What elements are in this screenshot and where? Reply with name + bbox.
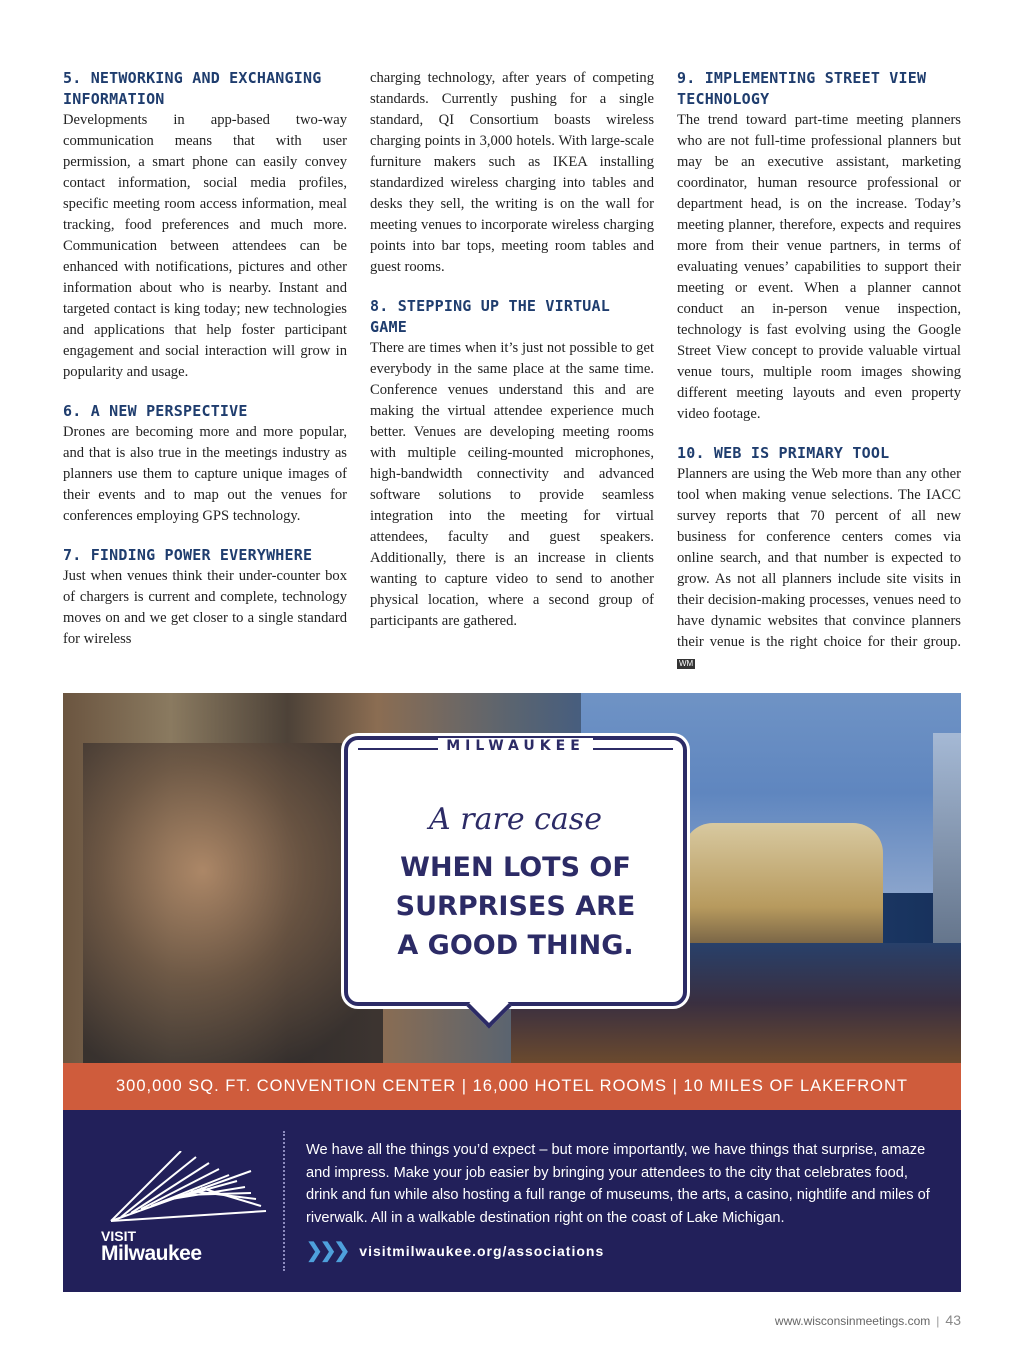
logo-visit-text: VISIT bbox=[101, 1228, 137, 1244]
section-6 bbox=[63, 401, 347, 527]
speech-bubble bbox=[344, 736, 687, 1006]
stats-bar: 300,000 SQ. FT. CONVENTION CENTER | 16,000 HOTEL ROOMS | 10 MILES OF LAKEFRONT bbox=[63, 1063, 961, 1110]
art-museum-wing-icon bbox=[101, 1151, 271, 1231]
section-7-continued bbox=[370, 68, 654, 278]
article-column-3 bbox=[677, 68, 961, 692]
chevrons-right-icon: ❯❯❯ bbox=[306, 1240, 348, 1262]
visit-milwaukee-logo[interactable] bbox=[101, 1151, 271, 1265]
ad-link-text[interactable]: visitmilwaukee.org/associations bbox=[359, 1242, 605, 1259]
article-column-2 bbox=[370, 68, 654, 650]
attendees-photo bbox=[83, 743, 383, 1063]
section-heading: 8. STEPPING UP THE VIRTUAL GAME bbox=[370, 297, 610, 336]
section-heading: 6. A NEW PERSPECTIVE bbox=[63, 402, 248, 420]
section-body: The trend toward part-time meeting planners who are not full-time professional planners but may be an executive assistant, marketing coordinator, human resource professional or department head, is on the increase. Today’s meeting planner, therefore, expects and requires more from their venue partners, in terms of evaluating venues’ capabilities to support their meeting or event. When a planner cannot conduct an in-person venue inspection, technology is fast evolving using the Google Street View concept to provide valuable virtual venue tours, multiple room images showing different meeting layouts and even property video footage. bbox=[677, 112, 961, 422]
dotted-divider bbox=[283, 1131, 285, 1271]
section-heading: 5. NETWORKING AND EXCHANGING INFORMATION bbox=[63, 69, 322, 108]
section-body: Drones are becoming more and more popular, and that is also true in the meetings industry as planners use them to capture unique images of their events and to map out the venues for conferences employing GPS technology. bbox=[63, 424, 347, 524]
section-body: There are times when it’s just not possible to get everybody in the same place at the same time. Conference venues understand this and are making the virtual attendee experience much better. Venues are developing meeting rooms with multiple ceiling-mounted microphones, high-bandwidth connectivity and advanced software solutions to provide seamless integration into the meeting for virtual attendees, faculty and guest speakers. Additionally, there is an increase in clients wanting to capture video to send to another physical location, where a second group of participants are gathered. bbox=[370, 340, 654, 629]
section-heading: 10. WEB IS PRIMARY TOOL bbox=[677, 444, 890, 462]
convention-building bbox=[683, 823, 883, 963]
page-number: 43 bbox=[945, 1312, 961, 1328]
section-heading: 7. FINDING POWER EVERYWHERE bbox=[63, 546, 313, 564]
visit-milwaukee-ad[interactable] bbox=[63, 693, 961, 1292]
footer-separator: | bbox=[936, 1314, 940, 1328]
section-7 bbox=[63, 545, 347, 650]
ad-photo bbox=[63, 693, 961, 1063]
logo-city-text: Milwaukee bbox=[101, 1242, 202, 1265]
section-8 bbox=[370, 296, 654, 632]
section-5 bbox=[63, 68, 347, 383]
city-label: MILWAUKEE bbox=[348, 738, 683, 754]
section-body bbox=[677, 464, 961, 674]
section-body: Just when venues think their under-counter box of chargers is current and complete, technology moves on and we get closer to a single standard for wireless bbox=[63, 568, 347, 647]
section-body: charging technology, after years of competing standards. Currently pushing for a single standard, QI Consortium boasts wireless charging points in 3,000 hotels. With large-scale furniture makers such as IKEA installing standardized wireless charging into tables and desks they sell, the writing is on the wall for meeting venues to incorporate wireless charging points into bar tops, meeting room tables and guest rooms. bbox=[370, 70, 654, 275]
tower bbox=[933, 733, 961, 963]
section-heading: 9. IMPLEMENTING STREET VIEW TECHNOLOGY bbox=[677, 69, 927, 108]
footer-url[interactable]: www.wisconsinmeetings.com bbox=[774, 1314, 931, 1328]
tagline-line-2: SURPRISES ARE bbox=[395, 891, 636, 922]
article-column-1 bbox=[63, 68, 347, 668]
section-body: Developments in app-based two-way communication means that with user permission, a smart phone can easily convey contact information, social media profiles, specific meeting room access information, meal tracking, food preferences and much more. Communication between attendees can be enhanced with notifications, pictures and other information about who is nearby. Instant and targeted contact is king today; new technologies and applications that help foster participant engagement and social interaction will grow in popularity and usage. bbox=[63, 112, 347, 380]
tagline-line-3: A GOOD THING. bbox=[397, 930, 634, 961]
tagline bbox=[348, 848, 683, 965]
tagline-line-1: WHEN LOTS OF bbox=[400, 852, 631, 883]
end-mark: WM bbox=[679, 658, 694, 668]
bubble-tail bbox=[466, 983, 511, 1028]
page-footer bbox=[775, 1312, 961, 1328]
ad-website-link[interactable] bbox=[306, 1238, 604, 1263]
section-10 bbox=[677, 443, 961, 674]
section-body-text: Planners are using the Web more than any other tool when making venue selections. The IACC survey reports that 70 percent of all new business for conference centers comes via online search, and that number is expected to grow. As not all planners include site visits in their decision-making processes, venues need to have dynamic websites that convince planners their venue is the right choice for their group. bbox=[677, 466, 961, 650]
script-line: A rare case bbox=[429, 802, 602, 837]
ad-body-text: We have all the things you’d expect – but more importantly, we have things that surprise, amaze and impress. Make your job easier by bringing your attendees to the city that celebrates food, drink and fun while also hosting a full range of museums, the arts, a casino, nightlife and miles of riverwalk. All in a walkable destination right on the coast of Lake Michigan. bbox=[306, 1142, 930, 1226]
section-9 bbox=[677, 68, 961, 425]
